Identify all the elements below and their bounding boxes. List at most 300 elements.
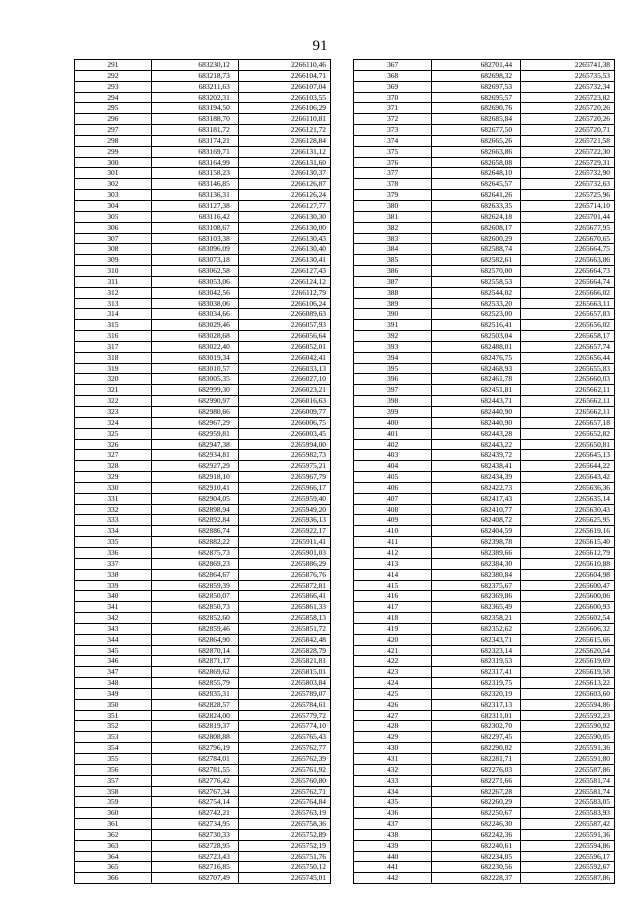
x-coordinate-cell: 682852,60 <box>151 613 238 624</box>
point-number-cell: 321 <box>75 385 152 396</box>
table-row <box>75 862 331 873</box>
x-coordinate-cell: 682358,21 <box>432 613 521 624</box>
table-row <box>75 819 331 830</box>
table-row <box>354 851 615 862</box>
point-number-cell: 302 <box>75 179 152 190</box>
x-coordinate-cell: 683164,99 <box>151 157 238 168</box>
y-coordinate-cell: 2265761,92 <box>238 764 330 775</box>
table-row <box>354 168 615 179</box>
point-number-cell: 370 <box>354 92 432 103</box>
point-number-cell: 410 <box>354 526 432 537</box>
y-coordinate-cell: 2266103,55 <box>238 92 330 103</box>
point-number-cell: 362 <box>75 829 152 840</box>
y-coordinate-cell: 2265784,61 <box>238 699 330 710</box>
y-coordinate-cell: 2265610,88 <box>521 558 615 569</box>
x-coordinate-cell: 682898,94 <box>151 504 238 515</box>
y-coordinate-cell: 2265732,90 <box>521 168 615 179</box>
y-coordinate-cell: 2265612,79 <box>521 547 615 558</box>
table-row <box>75 764 331 775</box>
table-row <box>354 602 615 613</box>
table-row <box>75 135 331 146</box>
y-coordinate-cell: 2265975,21 <box>238 461 330 472</box>
table-row <box>354 645 615 656</box>
point-number-cell: 413 <box>354 558 432 569</box>
table-row <box>75 396 331 407</box>
table-row <box>75 569 331 580</box>
y-coordinate-cell: 2265636,36 <box>521 482 615 493</box>
point-number-cell: 377 <box>354 168 432 179</box>
y-coordinate-cell: 2265828,79 <box>238 645 330 656</box>
point-number-cell: 441 <box>354 862 432 873</box>
table-row <box>75 385 331 396</box>
x-coordinate-cell: 682641,26 <box>432 190 521 201</box>
table-row <box>75 341 331 352</box>
point-number-cell: 405 <box>354 472 432 483</box>
table-row <box>354 797 615 808</box>
x-coordinate-cell: 682250,67 <box>432 808 521 819</box>
table-row <box>354 70 615 81</box>
y-coordinate-cell: 2265762,77 <box>238 743 330 754</box>
point-number-cell: 396 <box>354 374 432 385</box>
x-coordinate-cell: 682488,01 <box>432 341 521 352</box>
x-coordinate-cell: 682404,59 <box>432 526 521 537</box>
table-row <box>354 775 615 786</box>
point-number-cell: 328 <box>75 461 152 472</box>
y-coordinate-cell: 2265876,76 <box>238 569 330 580</box>
point-number-cell: 320 <box>75 374 152 385</box>
point-number-cell: 402 <box>354 439 432 450</box>
x-coordinate-cell: 682311,01 <box>432 710 521 721</box>
x-coordinate-cell: 682443,71 <box>432 396 521 407</box>
point-number-cell: 368 <box>354 70 432 81</box>
table-row <box>354 331 615 342</box>
x-coordinate-cell: 682476,75 <box>432 352 521 363</box>
x-coordinate-cell: 682776,42 <box>151 775 238 786</box>
table-row <box>75 634 331 645</box>
table-row <box>75 255 331 266</box>
point-number-cell: 335 <box>75 537 152 548</box>
y-coordinate-cell: 2266126,87 <box>238 179 330 190</box>
point-number-cell: 418 <box>354 613 432 624</box>
y-coordinate-cell: 2265590,05 <box>521 732 615 743</box>
y-coordinate-cell: 2265966,17 <box>238 482 330 493</box>
x-coordinate-cell: 682835,31 <box>151 688 238 699</box>
x-coordinate-cell: 683194,50 <box>151 103 238 114</box>
table-row <box>75 808 331 819</box>
point-number-cell: 407 <box>354 493 432 504</box>
y-coordinate-cell: 2265701,44 <box>521 211 615 222</box>
table-row <box>354 92 615 103</box>
point-number-cell: 293 <box>75 81 152 92</box>
y-coordinate-cell: 2266130,37 <box>238 168 330 179</box>
y-coordinate-cell: 2266126,24 <box>238 190 330 201</box>
point-number-cell: 355 <box>75 754 152 765</box>
table-row <box>354 569 615 580</box>
x-coordinate-cell: 682438,41 <box>432 461 521 472</box>
x-coordinate-cell: 682850,73 <box>151 602 238 613</box>
table-row <box>75 678 331 689</box>
point-number-cell: 430 <box>354 743 432 754</box>
table-row <box>354 623 615 634</box>
point-number-cell: 417 <box>354 602 432 613</box>
x-coordinate-cell: 682859,46 <box>151 623 238 634</box>
table-row <box>75 558 331 569</box>
table-row <box>354 754 615 765</box>
x-coordinate-cell: 682461,78 <box>432 374 521 385</box>
point-number-cell: 334 <box>75 526 152 537</box>
y-coordinate-cell: 2265658,17 <box>521 331 615 342</box>
table-row <box>354 515 615 526</box>
point-number-cell: 411 <box>354 537 432 548</box>
y-coordinate-cell: 2265581,74 <box>521 775 615 786</box>
table-row <box>75 829 331 840</box>
table-row <box>354 103 615 114</box>
table-row <box>75 211 331 222</box>
table-row <box>75 537 331 548</box>
y-coordinate-cell: 2265662,11 <box>521 396 615 407</box>
x-coordinate-cell: 682855,79 <box>151 678 238 689</box>
y-coordinate-cell: 2265600,47 <box>521 580 615 591</box>
y-coordinate-cell: 2265741,38 <box>521 60 615 71</box>
point-number-cell: 343 <box>75 623 152 634</box>
x-coordinate-cell: 682317,41 <box>432 667 521 678</box>
point-number-cell: 404 <box>354 461 432 472</box>
table-row <box>75 309 331 320</box>
y-coordinate-cell: 2265677,95 <box>521 222 615 233</box>
x-coordinate-cell: 682665,26 <box>432 135 521 146</box>
y-coordinate-cell: 2265596,17 <box>521 851 615 862</box>
table-row <box>354 678 615 689</box>
y-coordinate-cell: 2265600,93 <box>521 602 615 613</box>
x-coordinate-cell: 683034,66 <box>151 309 238 320</box>
x-coordinate-cell: 682947,38 <box>151 439 238 450</box>
table-row <box>75 276 331 287</box>
table-row <box>354 450 615 461</box>
point-number-cell: 414 <box>354 569 432 580</box>
table-row <box>354 352 615 363</box>
point-number-cell: 341 <box>75 602 152 613</box>
table-row <box>75 407 331 418</box>
y-coordinate-cell: 2265949,20 <box>238 504 330 515</box>
x-coordinate-cell: 682290,02 <box>432 743 521 754</box>
y-coordinate-cell: 2265720,26 <box>521 103 615 114</box>
table-row <box>75 168 331 179</box>
y-coordinate-cell: 2265751,76 <box>238 851 330 862</box>
table-row <box>75 602 331 613</box>
x-coordinate-cell: 682624,18 <box>432 211 521 222</box>
y-coordinate-cell: 2266042,41 <box>238 352 330 363</box>
table-row <box>354 493 615 504</box>
y-coordinate-cell: 2265758,36 <box>238 819 330 830</box>
table-row <box>354 125 615 136</box>
table-row <box>354 472 615 483</box>
point-number-cell: 365 <box>75 862 152 873</box>
y-coordinate-cell: 2265851,72 <box>238 623 330 634</box>
table-row <box>354 146 615 157</box>
y-coordinate-cell: 2265994,00 <box>238 439 330 450</box>
y-coordinate-cell: 2266106,29 <box>238 103 330 114</box>
x-coordinate-cell: 683053,06 <box>151 276 238 287</box>
table-row <box>75 179 331 190</box>
table-row <box>354 374 615 385</box>
y-coordinate-cell: 2265664,75 <box>521 244 615 255</box>
point-number-cell: 386 <box>354 266 432 277</box>
point-number-cell: 383 <box>354 233 432 244</box>
y-coordinate-cell: 2265723,82 <box>521 92 615 103</box>
y-coordinate-cell: 2265587,86 <box>521 873 615 884</box>
point-number-cell: 428 <box>354 721 432 732</box>
x-coordinate-cell: 682503,04 <box>432 331 521 342</box>
point-number-cell: 382 <box>354 222 432 233</box>
table-row <box>75 114 331 125</box>
point-number-cell: 326 <box>75 439 152 450</box>
x-coordinate-cell: 682723,43 <box>151 851 238 862</box>
x-coordinate-cell: 682242,36 <box>432 829 521 840</box>
y-coordinate-cell: 2265590,92 <box>521 721 615 732</box>
point-number-cell: 339 <box>75 580 152 591</box>
y-coordinate-cell: 2265764,84 <box>238 797 330 808</box>
table-row <box>354 634 615 645</box>
point-number-cell: 317 <box>75 341 152 352</box>
table-row <box>354 60 615 71</box>
point-number-cell: 391 <box>354 320 432 331</box>
x-coordinate-cell: 682754,14 <box>151 797 238 808</box>
table-row <box>75 81 331 92</box>
x-coordinate-cell: 682886,74 <box>151 526 238 537</box>
x-coordinate-cell: 682544,02 <box>432 287 521 298</box>
table-row <box>354 461 615 472</box>
y-coordinate-cell: 2265858,13 <box>238 613 330 624</box>
x-coordinate-cell: 682850,07 <box>151 591 238 602</box>
point-number-cell: 433 <box>354 775 432 786</box>
table-row <box>75 266 331 277</box>
point-number-cell: 307 <box>75 233 152 244</box>
y-coordinate-cell: 2265732,63 <box>521 179 615 190</box>
table-row <box>75 591 331 602</box>
table-row <box>75 417 331 428</box>
point-number-cell: 340 <box>75 591 152 602</box>
table-row <box>75 125 331 136</box>
y-coordinate-cell: 2266110,81 <box>238 114 330 125</box>
y-coordinate-cell: 2265663,11 <box>521 298 615 309</box>
point-number-cell: 385 <box>354 255 432 266</box>
y-coordinate-cell: 2265591,36 <box>521 743 615 754</box>
table-row <box>354 439 615 450</box>
y-coordinate-cell: 2265722,30 <box>521 146 615 157</box>
x-coordinate-cell: 683174,21 <box>151 135 238 146</box>
x-coordinate-cell: 682582,61 <box>432 255 521 266</box>
y-coordinate-cell: 2265735,53 <box>521 70 615 81</box>
x-coordinate-cell: 682701,44 <box>432 60 521 71</box>
x-coordinate-cell: 683019,34 <box>151 352 238 363</box>
table-row <box>75 461 331 472</box>
y-coordinate-cell: 2265789,07 <box>238 688 330 699</box>
coordinates-table-right <box>353 59 615 884</box>
x-coordinate-cell: 682267,28 <box>432 786 521 797</box>
x-coordinate-cell: 682440,90 <box>432 417 521 428</box>
table-row <box>75 775 331 786</box>
table-row <box>75 873 331 884</box>
point-number-cell: 354 <box>75 743 152 754</box>
y-coordinate-cell: 2266110,46 <box>238 60 330 71</box>
x-coordinate-cell: 682422,73 <box>432 482 521 493</box>
x-coordinate-cell: 682443,22 <box>432 439 521 450</box>
table-row <box>75 200 331 211</box>
y-coordinate-cell: 2265652,82 <box>521 428 615 439</box>
point-number-cell: 318 <box>75 352 152 363</box>
table-row <box>354 873 615 884</box>
point-number-cell: 366 <box>75 873 152 884</box>
point-number-cell: 300 <box>75 157 152 168</box>
x-coordinate-cell: 682677,50 <box>432 125 521 136</box>
table-row <box>75 450 331 461</box>
y-coordinate-cell: 2265643,42 <box>521 472 615 483</box>
table-row <box>354 482 615 493</box>
x-coordinate-cell: 682999,30 <box>151 385 238 396</box>
y-coordinate-cell: 2265866,41 <box>238 591 330 602</box>
x-coordinate-cell: 682690,76 <box>432 103 521 114</box>
point-number-cell: 375 <box>354 146 432 157</box>
x-coordinate-cell: 683230,12 <box>151 60 238 71</box>
y-coordinate-cell: 2265803,84 <box>238 678 330 689</box>
table-row <box>75 613 331 624</box>
x-coordinate-cell: 682608,17 <box>432 222 521 233</box>
point-number-cell: 422 <box>354 656 432 667</box>
y-coordinate-cell: 2266089,63 <box>238 309 330 320</box>
y-coordinate-cell: 2265664,73 <box>521 266 615 277</box>
table-row <box>354 417 615 428</box>
x-coordinate-cell: 682864,67 <box>151 569 238 580</box>
x-coordinate-cell: 683038,06 <box>151 298 238 309</box>
table-row <box>354 558 615 569</box>
y-coordinate-cell: 2265774,10 <box>238 721 330 732</box>
point-number-cell: 303 <box>75 190 152 201</box>
y-coordinate-cell: 2266056,64 <box>238 331 330 342</box>
point-number-cell: 336 <box>75 547 152 558</box>
point-number-cell: 347 <box>75 667 152 678</box>
table-row <box>354 298 615 309</box>
table-row <box>75 374 331 385</box>
x-coordinate-cell: 682859,39 <box>151 580 238 591</box>
table-row <box>75 244 331 255</box>
x-coordinate-cell: 683073,18 <box>151 255 238 266</box>
point-number-cell: 301 <box>75 168 152 179</box>
x-coordinate-cell: 682302,70 <box>432 721 521 732</box>
point-number-cell: 358 <box>75 786 152 797</box>
point-number-cell: 389 <box>354 298 432 309</box>
x-coordinate-cell: 682600,29 <box>432 233 521 244</box>
x-coordinate-cell: 682468,93 <box>432 363 521 374</box>
y-coordinate-cell: 2265936,13 <box>238 515 330 526</box>
x-coordinate-cell: 683218,73 <box>151 70 238 81</box>
table-row <box>354 114 615 125</box>
y-coordinate-cell: 2265752,89 <box>238 829 330 840</box>
y-coordinate-cell: 2265591,80 <box>521 754 615 765</box>
point-number-cell: 352 <box>75 721 152 732</box>
point-number-cell: 323 <box>75 407 152 418</box>
y-coordinate-cell: 2265581,74 <box>521 786 615 797</box>
table-row <box>354 591 615 602</box>
y-coordinate-cell: 2265655,83 <box>521 363 615 374</box>
y-coordinate-cell: 2265720,71 <box>521 125 615 136</box>
x-coordinate-cell: 682443,28 <box>432 428 521 439</box>
point-number-cell: 344 <box>75 634 152 645</box>
table-row <box>75 732 331 743</box>
x-coordinate-cell: 683028,68 <box>151 331 238 342</box>
x-coordinate-cell: 682892,84 <box>151 515 238 526</box>
y-coordinate-cell: 2265635,14 <box>521 493 615 504</box>
table-row <box>75 70 331 81</box>
point-number-cell: 403 <box>354 450 432 461</box>
table-row <box>354 526 615 537</box>
y-coordinate-cell: 2265732,34 <box>521 81 615 92</box>
x-coordinate-cell: 682230,56 <box>432 862 521 873</box>
y-coordinate-cell: 2265815,01 <box>238 667 330 678</box>
x-coordinate-cell: 682240,61 <box>432 840 521 851</box>
x-coordinate-cell: 682808,88 <box>151 732 238 743</box>
y-coordinate-cell: 2265619,58 <box>521 667 615 678</box>
x-coordinate-cell: 682990,97 <box>151 396 238 407</box>
x-coordinate-cell: 683188,70 <box>151 114 238 125</box>
x-coordinate-cell: 682234,05 <box>432 851 521 862</box>
table-row <box>354 320 615 331</box>
x-coordinate-cell: 682871,17 <box>151 656 238 667</box>
table-row <box>354 428 615 439</box>
x-coordinate-cell: 682934,81 <box>151 450 238 461</box>
x-coordinate-cell: 682389,66 <box>432 547 521 558</box>
x-coordinate-cell: 682658,08 <box>432 157 521 168</box>
table-row <box>354 710 615 721</box>
point-number-cell: 310 <box>75 266 152 277</box>
x-coordinate-cell: 683116,42 <box>151 211 238 222</box>
point-number-cell: 363 <box>75 840 152 851</box>
point-number-cell: 349 <box>75 688 152 699</box>
x-coordinate-cell: 682959,81 <box>151 428 238 439</box>
point-number-cell: 424 <box>354 678 432 689</box>
y-coordinate-cell: 2266131,60 <box>238 157 330 168</box>
x-coordinate-cell: 682645,57 <box>432 179 521 190</box>
point-number-cell: 409 <box>354 515 432 526</box>
y-coordinate-cell: 2265592,67 <box>521 862 615 873</box>
table-row <box>354 732 615 743</box>
y-coordinate-cell: 2265662,11 <box>521 385 615 396</box>
x-coordinate-cell: 682440,90 <box>432 407 521 418</box>
point-number-cell: 415 <box>354 580 432 591</box>
x-coordinate-cell: 682870,14 <box>151 645 238 656</box>
x-coordinate-cell: 682734,95 <box>151 819 238 830</box>
x-coordinate-cell: 683005,35 <box>151 374 238 385</box>
table-row <box>75 754 331 765</box>
table-row <box>354 862 615 873</box>
y-coordinate-cell: 2265615,40 <box>521 537 615 548</box>
x-coordinate-cell: 683181,72 <box>151 125 238 136</box>
point-number-cell: 295 <box>75 103 152 114</box>
point-number-cell: 400 <box>354 417 432 428</box>
table-row <box>354 255 615 266</box>
table-row <box>75 580 331 591</box>
y-coordinate-cell: 2265720,26 <box>521 114 615 125</box>
y-coordinate-cell: 2266027,10 <box>238 374 330 385</box>
y-coordinate-cell: 2265603,60 <box>521 688 615 699</box>
y-coordinate-cell: 2265721,58 <box>521 135 615 146</box>
point-number-cell: 435 <box>354 797 432 808</box>
x-coordinate-cell: 682904,05 <box>151 493 238 504</box>
x-coordinate-cell: 683108,67 <box>151 222 238 233</box>
x-coordinate-cell: 682918,10 <box>151 472 238 483</box>
table-row <box>75 504 331 515</box>
table-row <box>75 60 331 71</box>
y-coordinate-cell: 2265663,86 <box>521 255 615 266</box>
